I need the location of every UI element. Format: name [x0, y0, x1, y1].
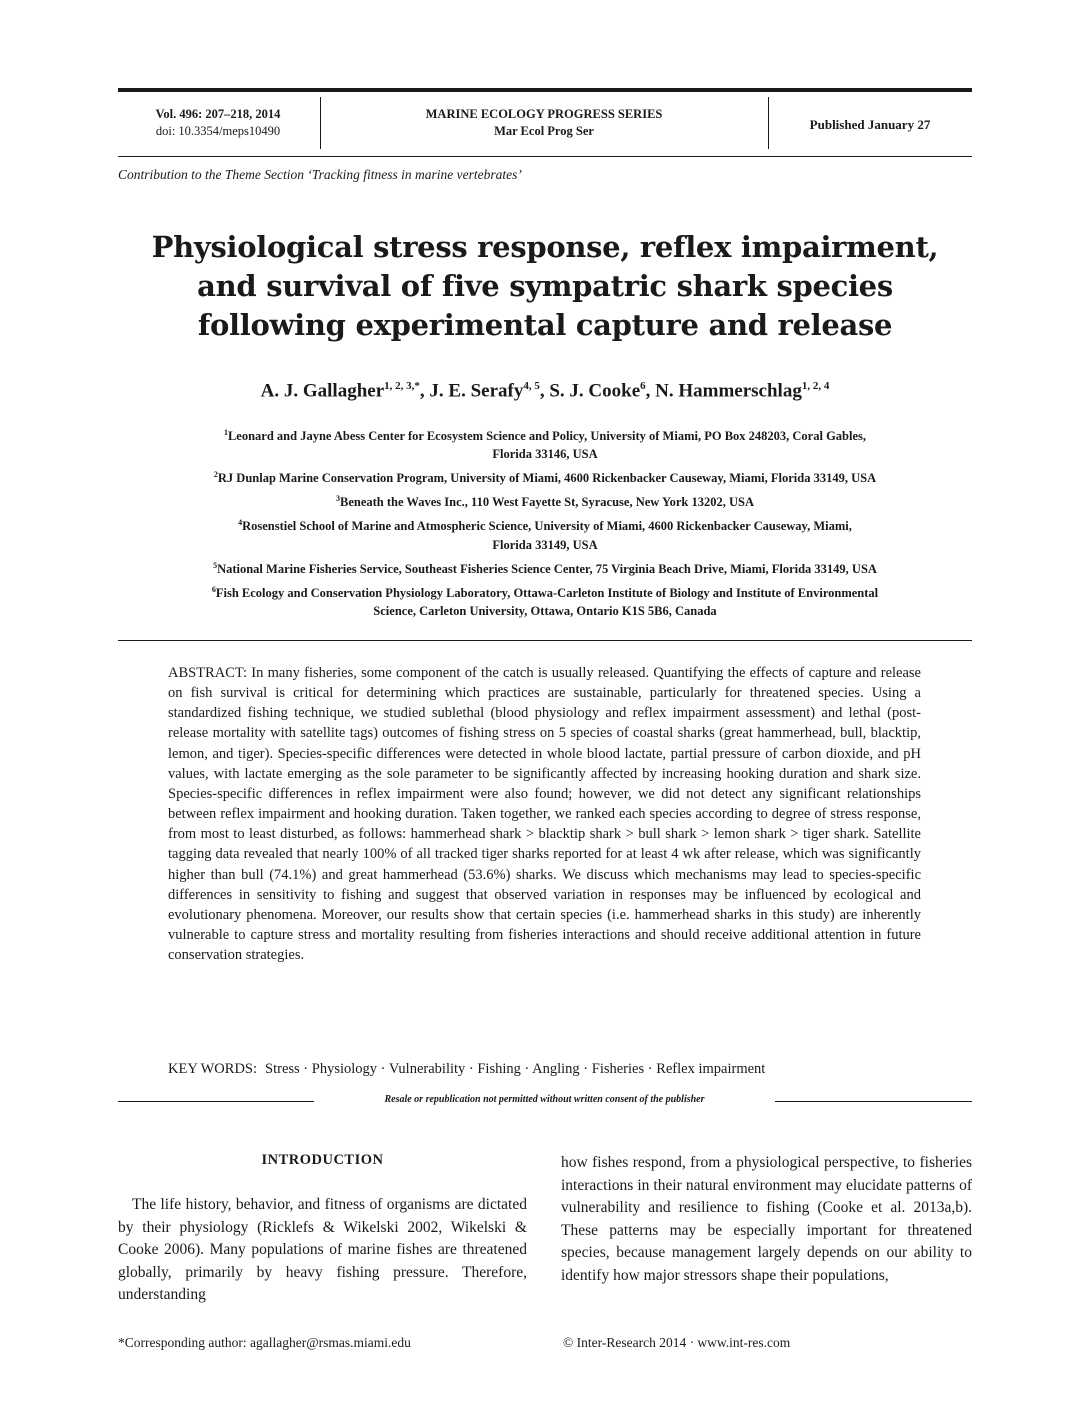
affiliation-line: Beneath the Waves Inc., 110 West Fayette St, Syracuse, New York 13202, USA: [340, 495, 754, 510]
affiliation: [118, 424, 972, 463]
affiliation-num: 2: [213, 470, 218, 480]
journal-name: MARINE ECOLOGY PROGRESS SERIES: [425, 107, 663, 121]
affiliation-num: 3: [336, 494, 340, 504]
resale-rule-left: [118, 1101, 314, 1102]
author-name: J. E. Serafy: [429, 380, 524, 402]
published-date: Published January 27: [809, 117, 931, 132]
affiliation: [118, 514, 972, 553]
header-volume-cell: [118, 106, 318, 140]
author-name: A. J. Gallagher: [260, 380, 385, 402]
affiliation-num: 5: [213, 560, 218, 570]
keywords-list: Stress · Physiology · Vulnerability · Fishing · Angling · Fisheries · Reflex impairment: [265, 1061, 766, 1077]
journal-abbrev: Mar Ecol Prog Ser: [494, 124, 594, 138]
author-affil-sup: 6: [640, 380, 646, 392]
section-heading: INTRODUCTION: [261, 1152, 384, 1168]
affiliation-line: Leonard and Jayne Abess Center for Ecosystem Science and Policy, University of Miami, PO Box 248203, Coral Gables,: [227, 429, 867, 444]
author-list: [118, 380, 972, 402]
header-divider: [768, 97, 769, 149]
author-name: N. Hammerschlag: [655, 380, 802, 402]
paper-title: [118, 228, 972, 345]
theme-section-note: Contribution to the Theme Section ‘Tracking fitness in marine vertebrates’: [118, 167, 522, 182]
affiliation-line: National Marine Fisheries Service, Southeast Fisheries Science Center, 75 Virginia Beach Drive, Miami, Florida 33149, USA: [217, 561, 877, 576]
author-affil-sup: 4, 5: [523, 380, 540, 392]
resale-note: Resale or republication not permitted without written consent of the publisher: [384, 1094, 705, 1105]
abstract-rule: [118, 640, 972, 641]
author-sep: ,: [419, 380, 430, 402]
keywords-label: KEY WORDS:: [168, 1061, 258, 1077]
affiliation-num: 4: [238, 518, 243, 528]
header-top-rule: [118, 88, 972, 92]
keywords: [168, 1061, 921, 1078]
header-divider: [320, 97, 321, 149]
intro-paragraph-right: how fishes respond, from a physiological perspective, to fisheries interactions in their natural environment may elucidate patterns of vulnerability and resilience to fishing (Cooke et al. 2013a,b). These patterns may be especially important for threatened species, because management largely depends on our ability to identify how major stressors shape their populations,: [561, 1154, 972, 1284]
resale-rule-right: [775, 1101, 972, 1102]
affiliation: [118, 581, 972, 620]
intro-paragraph-left: The life history, behavior, and fitness of organisms are dictated by their physiology (Ricklefs & Wikelski 2002, Wikelski & Cooke 2006). Many populations of marine fishes are threatened globally, primarily by heavy fishing pressure. Therefore, understanding: [118, 1196, 527, 1303]
author-sep: ,: [645, 380, 656, 402]
affiliation: [118, 490, 972, 511]
header-journal-cell: [322, 106, 766, 140]
author-name: S. J. Cooke: [549, 380, 641, 402]
title-line: following experimental capture and release: [197, 308, 893, 342]
doi[interactable]: doi: 10.3354/meps10490: [155, 124, 281, 138]
affiliation: [118, 466, 972, 487]
affiliation-num: 6: [211, 584, 216, 594]
title-line: and survival of five sympatric shark species: [197, 269, 893, 303]
title-line: Physiological stress response, reflex impairment,: [151, 230, 939, 264]
corresponding-star: *: [414, 380, 420, 392]
author-affil-sup: 1, 2, 4: [801, 380, 830, 392]
abstract: ABSTRACT: In many fisheries, some component of the catch is usually released. Quantifying the effects of capture and release on fish survival is critical for determining which practices are sustainable, particularly for threatened species. Using a standardized fishing technique, we studied sublethal (blood physiology and reflex impairment assessment) and lethal (post-release mortality with satellite tags) outcomes of fishing stress on 5 species of coastal sharks (great hammerhead, bull, blacktip, lemon, and tiger). Species-specific differences were detected in whole blood lactate, partial pressure of carbon dioxide, and pH values, with lactate emerging as the sole parameter to be significantly affected by increasing hooking duration and shark size. Species-specific differences in reflex impairment were also found; however, we did not detect any significant relationships between reflex impairment and hooking duration. Taken together, we ranked each species according to degree of stress response, from most to least disturbed, as follows: hammerhead shark > blacktip shark > bull shark > lemon shark > tiger shark. Satellite tagging data revealed that nearly 100% of all tracked tiger sharks reported for at least 4 wk after release, which was significantly higher than bull (74.1%) and great hammerhead (53.6%) sharks. We discuss which mechanisms may lead to species-specific differences in sensitivity to fishing and suggest that observed variation in responses may be influenced by ecological and evolutionary phenomena. Moreover, our results show that certain species (i.e. hammerhead sharks in this study) are inherently vulnerable to capture stress and mortality resulting from fisheries interactions and should receive additional attention in future conservation strategies.: [168, 665, 921, 964]
affiliation-line: Fish Ecology and Conservation Physiology Laboratory, Ottawa-Carleton Institute of Biology and Institute of Environmental: [215, 585, 879, 600]
affiliation-line: Florida 33146, USA: [492, 447, 598, 462]
affiliation-line: Science, Carleton University, Ottawa, Ontario K1S 5B6, Canada: [373, 603, 717, 618]
corresponding-author-note: *Corresponding author: agallagher@rsmas.miami.edu: [118, 1335, 411, 1350]
author-affil-sup: 1, 2, 3,: [384, 380, 415, 392]
affiliations: [118, 424, 972, 623]
affiliation-line: RJ Dunlap Marine Conservation Program, University of Miami, 4600 Rickenbacker Causeway, Miami, Florida 33149, USA: [217, 471, 877, 486]
affiliation-line: Florida 33149, USA: [492, 537, 598, 552]
copyright-note: © Inter-Research 2014 · www.int-res.com: [563, 1335, 791, 1350]
affiliation: [118, 557, 972, 578]
affiliation-line: Rosenstiel School of Marine and Atmospheric Science, University of Miami, 4600 Rickenbacker Causeway, Miami,: [242, 519, 852, 534]
affiliation-num: 1: [223, 428, 228, 437]
header-bottom-rule: [118, 156, 972, 157]
volume-info: Vol. 496: 207–218, 2014: [155, 107, 281, 121]
author-sep: ,: [539, 380, 550, 402]
